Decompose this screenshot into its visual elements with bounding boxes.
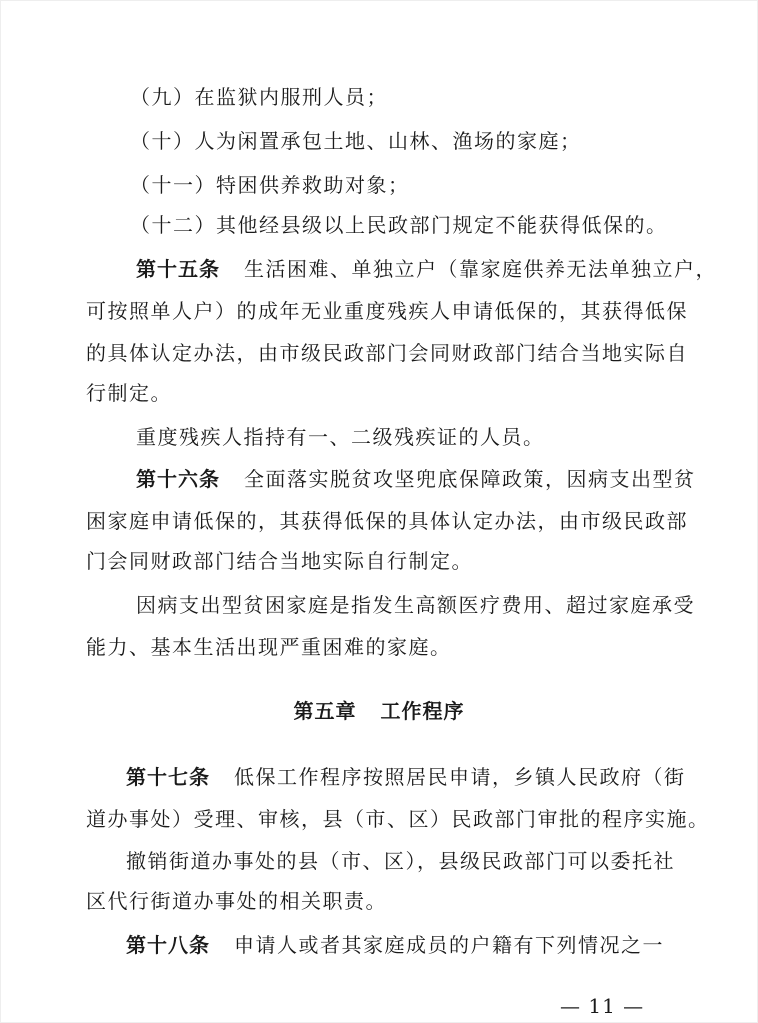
- article-17-text-2: 道办事处）受理、审核，县（市、区）民政部门审批的程序实施。: [86, 807, 710, 831]
- article-18-first-line: [126, 932, 664, 958]
- article-15-text-4: 行制定。: [86, 381, 172, 405]
- article-15-text-1: 生活困难、单独立户（靠家庭供养无法单独立户，: [244, 257, 717, 281]
- article-17-number: 第十七条: [126, 765, 210, 789]
- article-15-number: 第十五条: [136, 257, 220, 281]
- article-17-note-1: 撤销街道办事处的县（市、区），县级民政部门可以委托社: [126, 849, 675, 873]
- article-16-number: 第十六条: [136, 467, 220, 491]
- page-number: — 11 —: [560, 994, 645, 1018]
- article-17-text-1: 低保工作程序按照居民申请，乡镇人民政府（街: [234, 765, 686, 789]
- chapter-title: 工作程序: [380, 699, 465, 723]
- article-16-note-1: 因病支出型贫困家庭是指发生高额医疗费用、超过家庭承受: [136, 593, 695, 617]
- chapter-heading: [0, 698, 758, 724]
- article-18-number: 第十八条: [126, 933, 210, 957]
- article-17-note-2: 区代行街道办事处的相关职责。: [86, 889, 387, 913]
- chapter-number: 第五章: [293, 699, 357, 723]
- item-12: （十二）其他经县级以上民政部门规定不能获得低保的。: [130, 213, 668, 237]
- article-16-note-2: 能力、基本生活出现严重困难的家庭。: [86, 635, 452, 659]
- article-16-text-3: 门会同财政部门结合当地实际自行制定。: [86, 549, 473, 573]
- article-16-first-line: [136, 466, 696, 492]
- article-16-text-2: 困家庭申请低保的，其获得低保的具体认定办法，由市级民政部: [86, 509, 688, 533]
- item-11: （十一）特困供养救助对象；: [130, 173, 410, 197]
- article-17-first-line: [126, 764, 686, 790]
- article-15-note: 重度残疾人指持有一、二级残疾证的人员。: [136, 425, 545, 449]
- item-9: （九）在监狱内服刑人员；: [130, 85, 388, 109]
- article-16-text-1: 全面落实脱贫攻坚兜底保障政策，因病支出型贫: [244, 467, 696, 491]
- article-15-first-line: [136, 256, 717, 282]
- article-15-text-2: 可按照单人户）的成年无业重度残疾人申请低保的，其获得低保: [86, 299, 688, 323]
- item-10: （十）人为闲置承包土地、山林、渔场的家庭；: [130, 129, 582, 153]
- article-18-text-1: 申请人或者其家庭成员的户籍有下列情况之一: [234, 933, 664, 957]
- article-15-text-3: 的具体认定办法，由市级民政部门会同财政部门结合当地实际自: [86, 341, 688, 365]
